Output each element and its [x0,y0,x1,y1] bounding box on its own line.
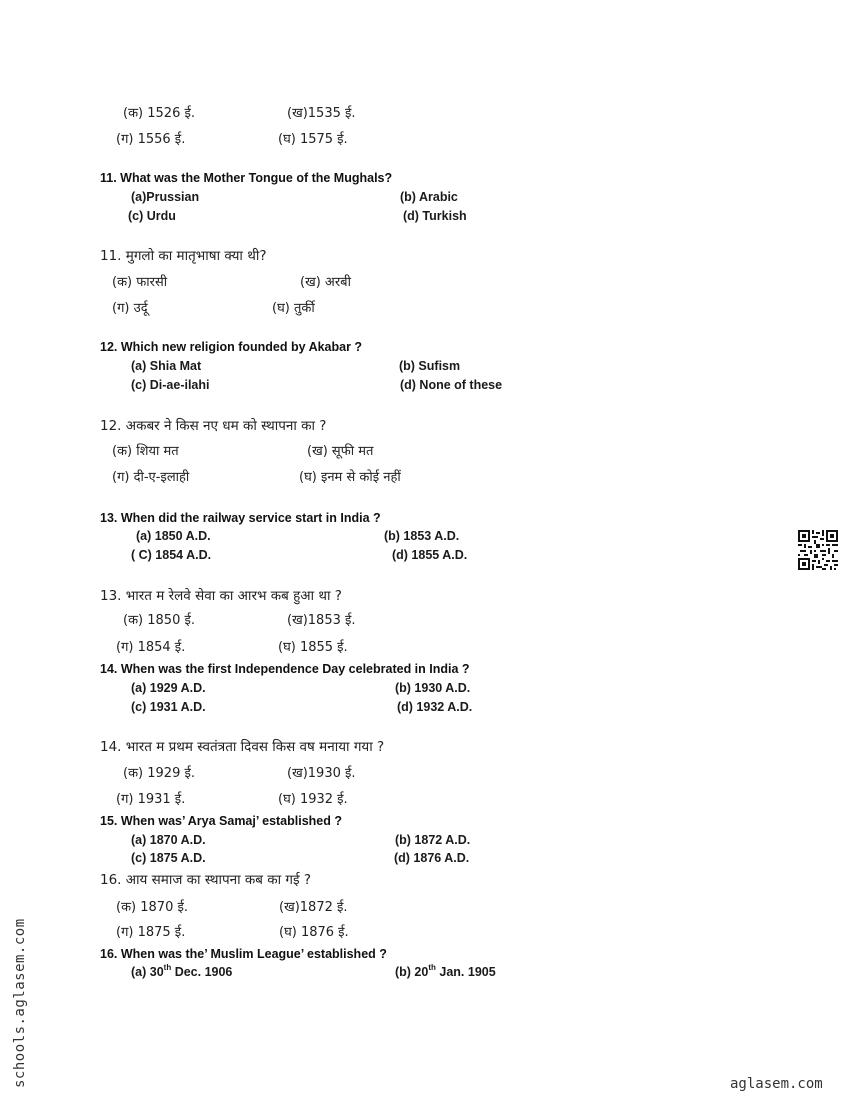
q11-hi-option-c: (ग) उर्दू [112,301,148,316]
q15-en-question: 15. When was’ Arya Samaj’ established ? [100,814,342,828]
q11-en-question: 11. What was the Mother Tongue of the Mughals? [100,171,393,185]
q16-hi-option-a: (क) 1870 ई. [116,900,188,915]
q11-en-option-a: (a)Prussian [131,190,200,204]
q15-en-option-a: (a) 1870 A.D. [131,833,206,847]
q16-en-option-a-post: Dec. 1906 [171,965,233,979]
q14-hi-option-d: (घ) 1932 ई. [278,792,348,807]
q14-en-question: 14. When was the first Independence Day celebrated in India ? [100,662,470,676]
q13-hi-option-d: (घ) 1855 ई. [278,640,348,655]
q12-en-option-b: (b) Sufism [399,359,461,373]
q13-en-option-b: (b) 1853 A.D. [384,529,460,543]
q14-en-option-b: (b) 1930 A.D. [395,681,471,695]
q14-hi-option-b: (ख)1930 ई. [287,766,356,781]
q13-en-question: 13. When did the railway service start in India ? [100,511,381,525]
q13-hi-option-b: (ख)1853 ई. [287,613,356,628]
q14-en-option-d: (d) 1932 A.D. [397,700,473,714]
q13-en-option-d: (d) 1855 A.D. [392,548,468,562]
q16-en-option-b [395,963,496,979]
q16-en-option-a-pre: (a) 30 [131,965,164,979]
q10-option-a: (क) 1526 ई. [123,106,195,121]
q13-hi-option-a: (क) 1850 ई. [123,613,195,628]
side-watermark: schools.aglasem.com [12,918,28,1088]
q12-en-option-d: (d) None of these [400,378,503,392]
q12-hi-option-c: (ग) दी-ए-इलाही [112,470,190,485]
q15-en-option-d: (d) 1876 A.D. [394,851,470,865]
q11-hi-option-b: (ख) अरबी [300,275,351,290]
q12-hi-option-b: (ख) सूफी मत [307,444,374,459]
q11-en-option-b: (b) Arabic [400,190,458,204]
q14-hi-question: 14. भारत म प्रथम स्वतंत्रता दिवस किस वष मनाया गया ? [100,739,385,755]
q12-en-option-c: (c) Di-ae-ilahi [131,378,210,392]
q10-option-b: (ख)1535 ई. [287,106,356,121]
q16-en-question: 16. When was the’ Muslim League’ established ? [100,947,387,961]
q16-en-option-b-sup: th [428,963,436,972]
q12-hi-option-d: (घ) इनम से कोई नहीं [299,470,401,485]
qr-code-icon [798,530,838,570]
q16-hi-question: 16. आय समाज का स्थापना कब का गई ? [100,872,312,888]
q15-en-option-c: (c) 1875 A.D. [131,851,206,865]
q15-en-option-b: (b) 1872 A.D. [395,833,471,847]
q11-en-option-c: (c) Urdu [128,209,176,223]
q10-option-d: (घ) 1575 ई. [278,132,348,147]
q11-en-option-d: (d) Turkish [403,209,467,223]
q13-hi-option-c: (ग) 1854 ई. [116,640,186,655]
q14-hi-option-c: (ग) 1931 ई. [116,792,186,807]
q16-en-option-b-pre: (b) 20 [395,965,429,979]
q16-hi-option-d: (घ) 1876 ई. [279,925,349,940]
q13-en-option-a: (a) 1850 A.D. [136,529,211,543]
bottom-watermark: aglasem.com [730,1076,823,1092]
q14-en-option-c: (c) 1931 A.D. [131,700,206,714]
q16-hi-option-c: (ग) 1875 ई. [116,925,186,940]
q16-en-option-a [131,963,233,979]
q11-hi-question: 11. मुगलो का मातृभाषा क्या थी? [100,248,267,264]
q14-hi-option-a: (क) 1929 ई. [123,766,195,781]
q12-en-question: 12. Which new religion founded by Akabar ? [100,340,363,354]
q16-en-option-a-sup: th [163,963,172,972]
q12-en-option-a: (a) Shia Mat [131,359,202,373]
q16-hi-option-b: (ख)1872 ई. [279,900,348,915]
q10-option-c: (ग) 1556 ई. [116,132,186,147]
q16-en-option-b-post: Jan. 1905 [435,965,496,979]
q12-hi-option-a: (क) शिया मत [112,444,179,459]
q12-hi-question: 12. अकबर ने किस नए धम को स्थापना का ? [100,418,327,434]
q11-hi-option-a: (क) फारसी [112,275,168,290]
q13-hi-question: 13. भारत म रेलवे सेवा का आरभ कब हुआ था ? [100,588,342,604]
q11-hi-option-d: (घ) तुर्की [272,301,315,316]
q13-en-option-c: ( C) 1854 A.D. [131,548,212,562]
q14-en-option-a: (a) 1929 A.D. [131,681,206,695]
